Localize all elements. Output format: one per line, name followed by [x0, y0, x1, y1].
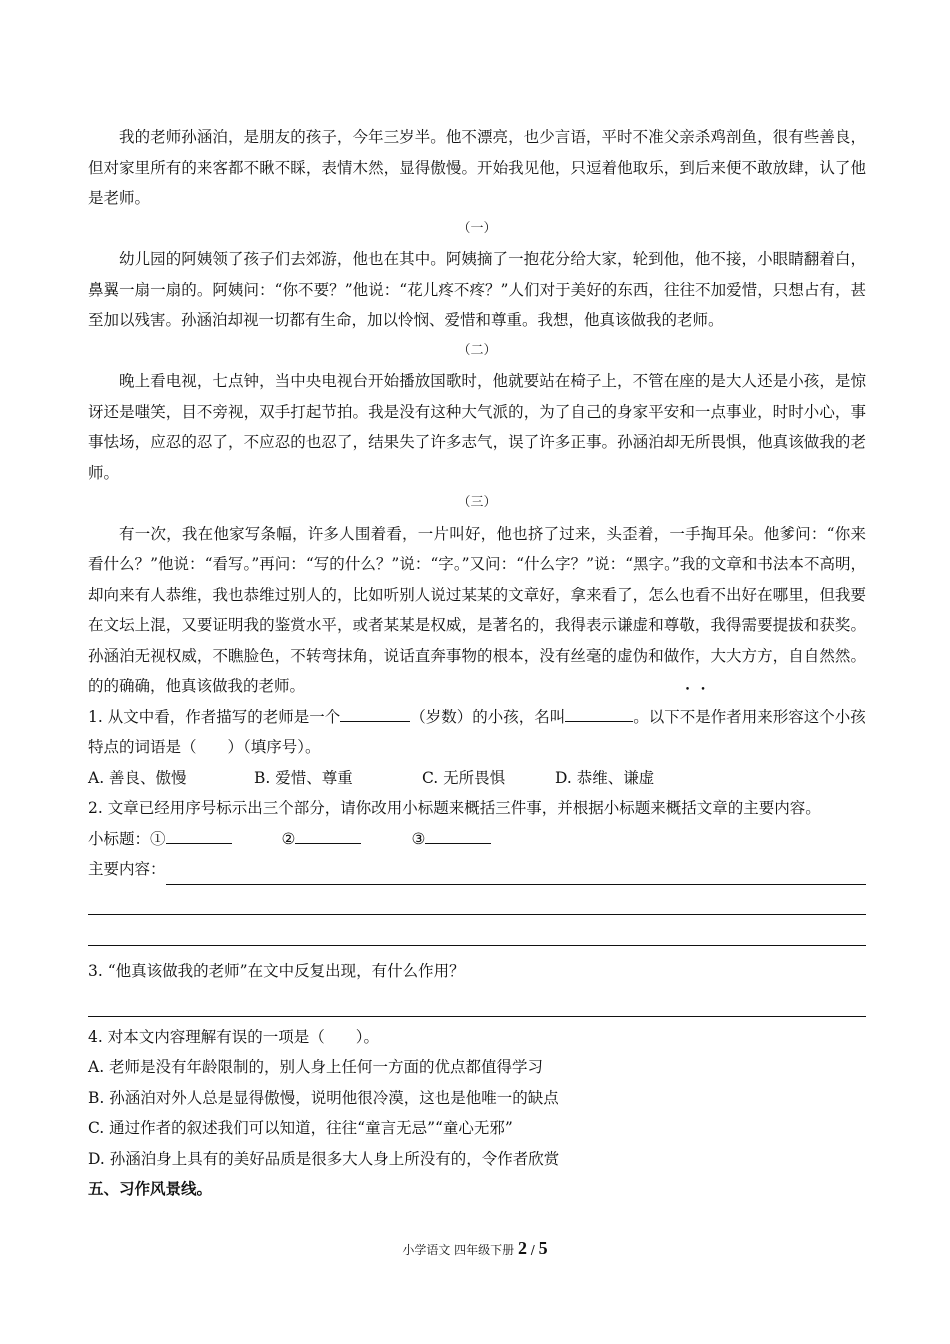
question-4-option-c[interactable]: C. 通过作者的叙述我们可以知道，往往“童言无忌”“童心无邪”	[88, 1119, 513, 1137]
question-4-option-b[interactable]: B. 孙涵泊对外人总是显得傲慢，说明他很冷漠，这也是他唯一的缺点	[88, 1088, 559, 1107]
option-a[interactable]: A. 善良、傲慢	[88, 768, 187, 787]
passage-section-3: 有一次，我在他家写条幅，许多人围着看，一片叫好，他也挤了过来，头歪着，一手掏耳朵。他爹问：“你来看什么？”他说：“看写。”再问：“写的什么？”说：“字。”又问：“什么字？”说：“黑字。”我的文章和书法本不高明，却向来有人恭维，我也恭维过别人的，比如听别人说过某某的文章好，拿来看了，怎么也看不出好在哪里，但我要在文坛上混，又要证明我的鉴赏水平，或者某某是权威，是著名的，我得表示谦虚和尊敬，我得需要提拔和获奖。孙涵泊无视权威，不瞧脸色，不转弯抹角，说话直奔事物的根本，没有丝毫的虚伪和做作，大大方方，自自然然。的的确确，他真该做我的老师。	[88, 524, 866, 695]
question-2: 2. 文章已经用序号标示出三个部分，请你改用小标题来概括三件事，并根据小标题来概括文章的主要内容。	[88, 799, 821, 817]
question-1: 1. 从文中看，作者描写的老师是一个 （岁数）的小孩，名叫 。以下不是作者用来形容这个小孩特点的词语是（ ）（填序号）。	[88, 702, 866, 763]
footer-page-number: 2	[517, 1238, 527, 1258]
option-d[interactable]: D. 恭维、谦虚	[555, 768, 655, 787]
option-b[interactable]: B. 爱惜、尊重	[254, 768, 353, 787]
question-2-subtitles: 小标题：① ② ③	[88, 824, 866, 855]
question-4-option-a[interactable]: A. 老师是没有年龄限制的，别人身上任何一方面的优点都值得学习	[88, 1058, 544, 1076]
section-mark-3: （三）	[457, 495, 497, 510]
section-5-heading: 五、习作风景线。	[88, 1179, 213, 1198]
section-mark-1: （一）	[457, 220, 497, 236]
answer-line[interactable]	[88, 986, 866, 1017]
option-c[interactable]: C. 无所畏惧	[422, 768, 506, 787]
question-3: 3. “他真该做我的老师”在文中反复出现，有什么作用？	[88, 961, 465, 980]
question-1-options	[88, 763, 866, 794]
page-footer: 小学语文 四年级下册 2 / 5	[402, 1238, 548, 1258]
question-4: 4. 对本文内容理解有误的一项是（ ）。	[88, 1027, 379, 1046]
subtitle-blank-3[interactable]	[425, 825, 491, 844]
answer-line[interactable]	[88, 885, 866, 916]
subtitle-blank-2[interactable]	[295, 825, 361, 844]
passage-intro: 我的老师孙涵泊，是朋友的孩子，今年三岁半。他不漂亮，也少言语，平时不准父亲杀鸡剖鱼，很有些善良，但对家里所有的来客都不瞅不睬，表情木然，显得傲慢。开始我见他，只逗着他取乐，到后来便不敢放肆，认了他是老师。	[88, 128, 866, 207]
question-4-option-d[interactable]: D. 孙涵泊身上具有的美好品质是很多大人身上所没有的，令作者欣赏	[88, 1149, 560, 1168]
main-content-line-1[interactable]	[166, 866, 866, 885]
footer-page-total: 5	[538, 1238, 548, 1258]
emphasis-dot-char: 是	[695, 707, 711, 726]
age-blank[interactable]	[340, 703, 410, 722]
question-2-main-content: 主要内容：	[88, 854, 866, 885]
passage-section-1: 幼儿园的阿姨领了孩子们去郊游，他也在其中。阿姨摘了一抱花分给大家，轮到他，他不接，小眼睛翻着白，鼻翼一扇一扇的。阿姨问：“你不要？”他说：“花儿疼不疼？”人们对于美好的东西，往往不加爱惜，只想占有，甚至加以残害。孙涵泊却视一切都有生命，加以怜悯、爱惜和尊重。我想，他真该做我的老师。	[88, 250, 866, 329]
answer-line[interactable]	[88, 915, 866, 946]
name-blank[interactable]	[565, 703, 633, 722]
emphasis-dot-char: 不	[679, 707, 696, 726]
section-mark-2: （二）	[457, 342, 497, 358]
passage-section-2: 晚上看电视，七点钟，当中央电视台开始播放国歌时，他就要站在椅子上，不管在座的是大人还是小孩，是惊讶还是嗤笑，目不旁视，双手打起节拍。我是没有这种大气派的，为了自己的身家平安和一点事业，时时小心，事事怯场，应忍的忍了，不应忍的也忍了，结果失了许多志气，误了许多正事。孙涵泊却无所畏惧，他真该做我的老师。	[88, 372, 866, 482]
worksheet-page	[88, 122, 866, 1205]
footer-subject: 小学语文 四年级下册	[402, 1243, 515, 1257]
subtitle-blank-1[interactable]	[166, 825, 232, 844]
